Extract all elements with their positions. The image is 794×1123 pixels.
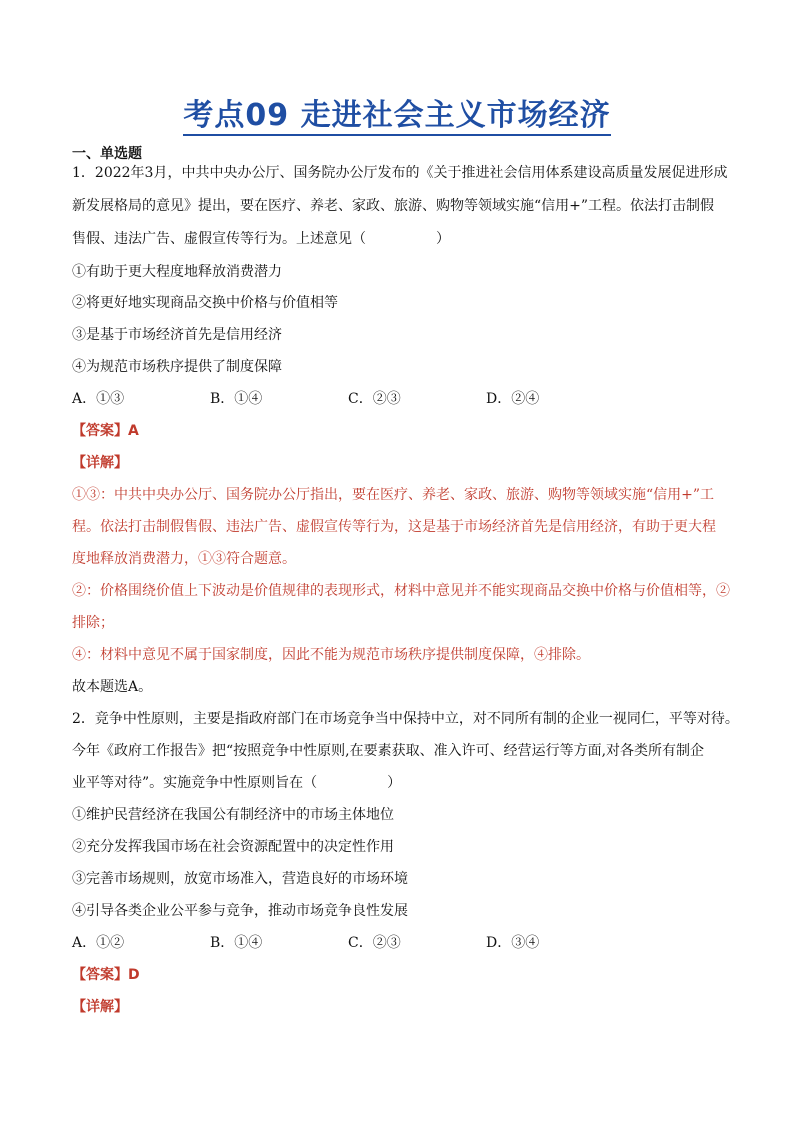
q1-answer-value: A (128, 423, 139, 439)
q2-stem-paren: ） (387, 775, 402, 791)
q2-stem-line-1: 2．竞争中性原则，主要是指政府部门在市场竞争当中保持中立，对不同所有制的企业一视同仁，平等对待。 (72, 711, 739, 727)
q2-item-4: ④引导各类企业公平参与竞争，推动市场竞争良性发展 (72, 903, 408, 919)
q2-option-d: D．③④ (486, 935, 540, 951)
q1-stem-line-3 (72, 229, 732, 249)
q1-detail-line-6: ④：材料中意见不属于国家制度，因此不能为规范市场秩序提供制度保障，④排除。 (72, 647, 590, 663)
q2-answer-value: D (128, 967, 140, 983)
q1-item-4: ④为规范市场秩序提供了制度保障 (72, 359, 282, 375)
q1-option-c: C．②③ (348, 391, 401, 407)
page-title (0, 90, 794, 134)
q2-item-2: ②充分发挥我国市场在社会资源配置中的决定性作用 (72, 839, 394, 855)
q1-option-b: B．①④ (210, 391, 263, 407)
q1-detail-tag-text: 【详解】 (72, 455, 128, 471)
q2-option-b: B．①④ (210, 935, 263, 951)
q2-item-1: ①维护民营经济在我国公有制经济中的市场主体地位 (72, 807, 394, 823)
section-heading: 一、单选题 (72, 146, 142, 162)
q2-answer (72, 965, 732, 985)
q1-option-a: A．①③ (72, 391, 125, 407)
q2-stem-text: 业平等对待”。实施竞争中性原则旨在（ (72, 775, 318, 791)
q2-item-3: ③完善市场规则，放宽市场准入，营造良好的市场环境 (72, 871, 408, 887)
q1-detail-line-2: 程。依法打击制假售假、违法广告、虚假宣传等行为，这是基于市场经济首先是信用经济，有助于更大程 (72, 519, 716, 535)
q1-stem-text: 售假、违法广告、虚假宣传等行为。上述意见（ (72, 231, 366, 247)
q1-conclusion: 故本题选A。 (72, 679, 153, 695)
q2-option-c: C．②③ (348, 935, 401, 951)
q2-detail-tag-text: 【详解】 (72, 999, 128, 1015)
q1-stem-paren: ） (436, 231, 450, 247)
q1-item-3: ③是基于市场经济首先是信用经济 (72, 327, 282, 343)
q2-stem-line-2: 今年《政府工作报告》把“按照竞争中性原则,在要素获取、准入许可、经营运行等方面,对各类所有制企 (72, 743, 705, 759)
q2-answer-tag: 【答案】 (72, 967, 128, 983)
q1-detail-line-3: 度地释放消费潜力，①③符合题意。 (72, 551, 296, 567)
q1-answer-tag: 【答案】 (72, 423, 128, 439)
q1-detail-line-1: ①③：中共中央办公厅、国务院办公厅指出，要在医疗、养老、家政、旅游、购物等领域实施“信用+”工 (72, 487, 715, 503)
q1-detail-tag (72, 453, 732, 473)
q1-answer (72, 421, 732, 441)
q1-item-2: ②将更好地实现商品交换中价格与价值相等 (72, 295, 338, 311)
q2-detail-tag (72, 997, 732, 1017)
page-title-text: 考点09 走进社会主义市场经济 (183, 98, 610, 136)
q2-option-a: A．①② (72, 935, 125, 951)
q1-item-1: ①有助于更大程度地释放消费潜力 (72, 264, 282, 280)
q2-stem-line-3 (72, 773, 732, 793)
q1-option-d: D．②④ (486, 391, 540, 407)
q1-detail-line-5: 排除； (72, 615, 114, 631)
q1-stem-line-1: 1．2022年3月，中共中央办公厅、国务院办公厅发布的《关于推进社会信用体系建设高质量发展促进形成 (72, 165, 728, 181)
q1-stem-line-2: 新发展格局的意见》提出，要在医疗、养老、家政、旅游、购物等领域实施“信用+”工程。依法打击制假 (72, 198, 715, 214)
q1-detail-line-4: ②：价格围绕价值上下波动是价值规律的表现形式，材料中意见并不能实现商品交换中价格与价值相等，② (72, 583, 730, 599)
